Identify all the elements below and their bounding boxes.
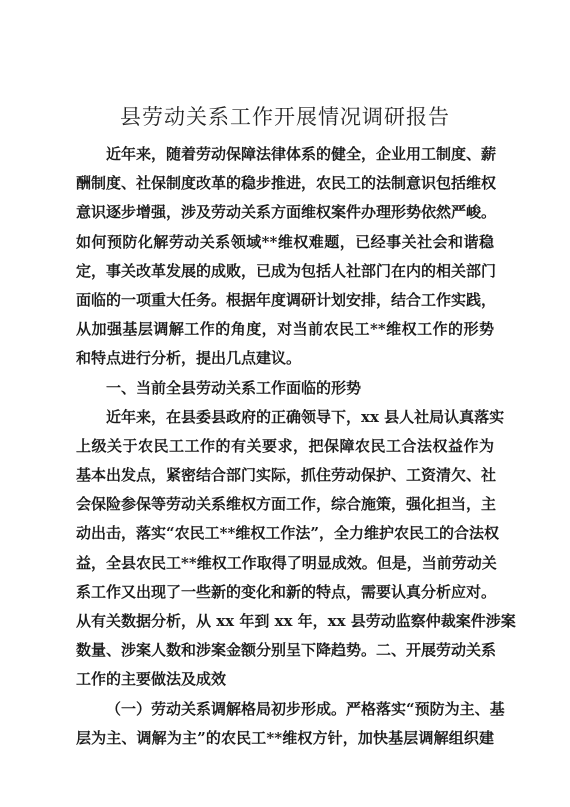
text-line: （一）劳动关系调解格局初步形成。严格落实“预防为主、基 [106,699,505,718]
text-line: 动出击，落实“农民工**维权工作法”，全力维护农民工的合法权 [76,524,499,543]
text-line: 上级关于农民工工作的有关要求，把保障农民工合法权益作为 [76,436,494,455]
text-line: 一、当前全县劳动关系工作面临的形势 [106,378,362,397]
text-line: 酬制度、社保制度改革的稳步推进，农民工的法制意识包括维权 [76,174,497,193]
text-line: 基本出发点，紧密结合部门实际，抓住劳动保护、工资清欠、社 [76,466,497,485]
document-title: 县劳动关系工作开展情况调研报告 [120,105,450,129]
text-line: 数量、涉案人数和涉案金额分别呈下降趋势。二、开展劳动关系 [76,641,497,660]
text-line: 和特点进行分析，提出几点建议。 [76,349,302,368]
document-body [76,140,516,753]
text-line: 近年来，在县委县政府的正确领导下，xx 县人社局认真落实 [106,407,505,426]
text-line: 面临的一项重大任务。根据年度调研计划安排，结合工作实践， [76,290,497,309]
text-line: 意识逐步增强，涉及劳动关系方面维权案件办理形势依然严峻。 [76,203,497,222]
text-line: 近年来，随着劳动保障法律体系的健全，企业用工制度、薪 [106,145,497,163]
text-line: 如何预防化解劳动关系领域**维权难题，已经事关社会和谐稳 [76,232,494,251]
text-line: 工作的主要做法及成效 [76,670,227,689]
text-line: 系工作又出现了一些新的变化和新的特点，需要认真分析应对。 [76,582,497,601]
text-line: 层为主、调解为主”的农民工**维权方针，加快基层调解组织建 [76,728,494,747]
text-line: 益，全县农民工**维权工作取得了明显成效。但是，当前劳动关 [76,553,497,572]
text-line: 从有关数据分析，从 xx 年到 xx 年，xx 县劳动监察仲裁案件涉案 [76,612,516,630]
text-line: 会保险参保等劳动关系维权方面工作，综合施策，强化担当，主 [76,495,497,514]
text-line: 定，事关改革发展的成败，已成为包括人社部门在内的相关部门 [76,261,497,280]
text-line: 从加强基层调解工作的角度，对当前农民工**维权工作的形势 [76,320,494,339]
